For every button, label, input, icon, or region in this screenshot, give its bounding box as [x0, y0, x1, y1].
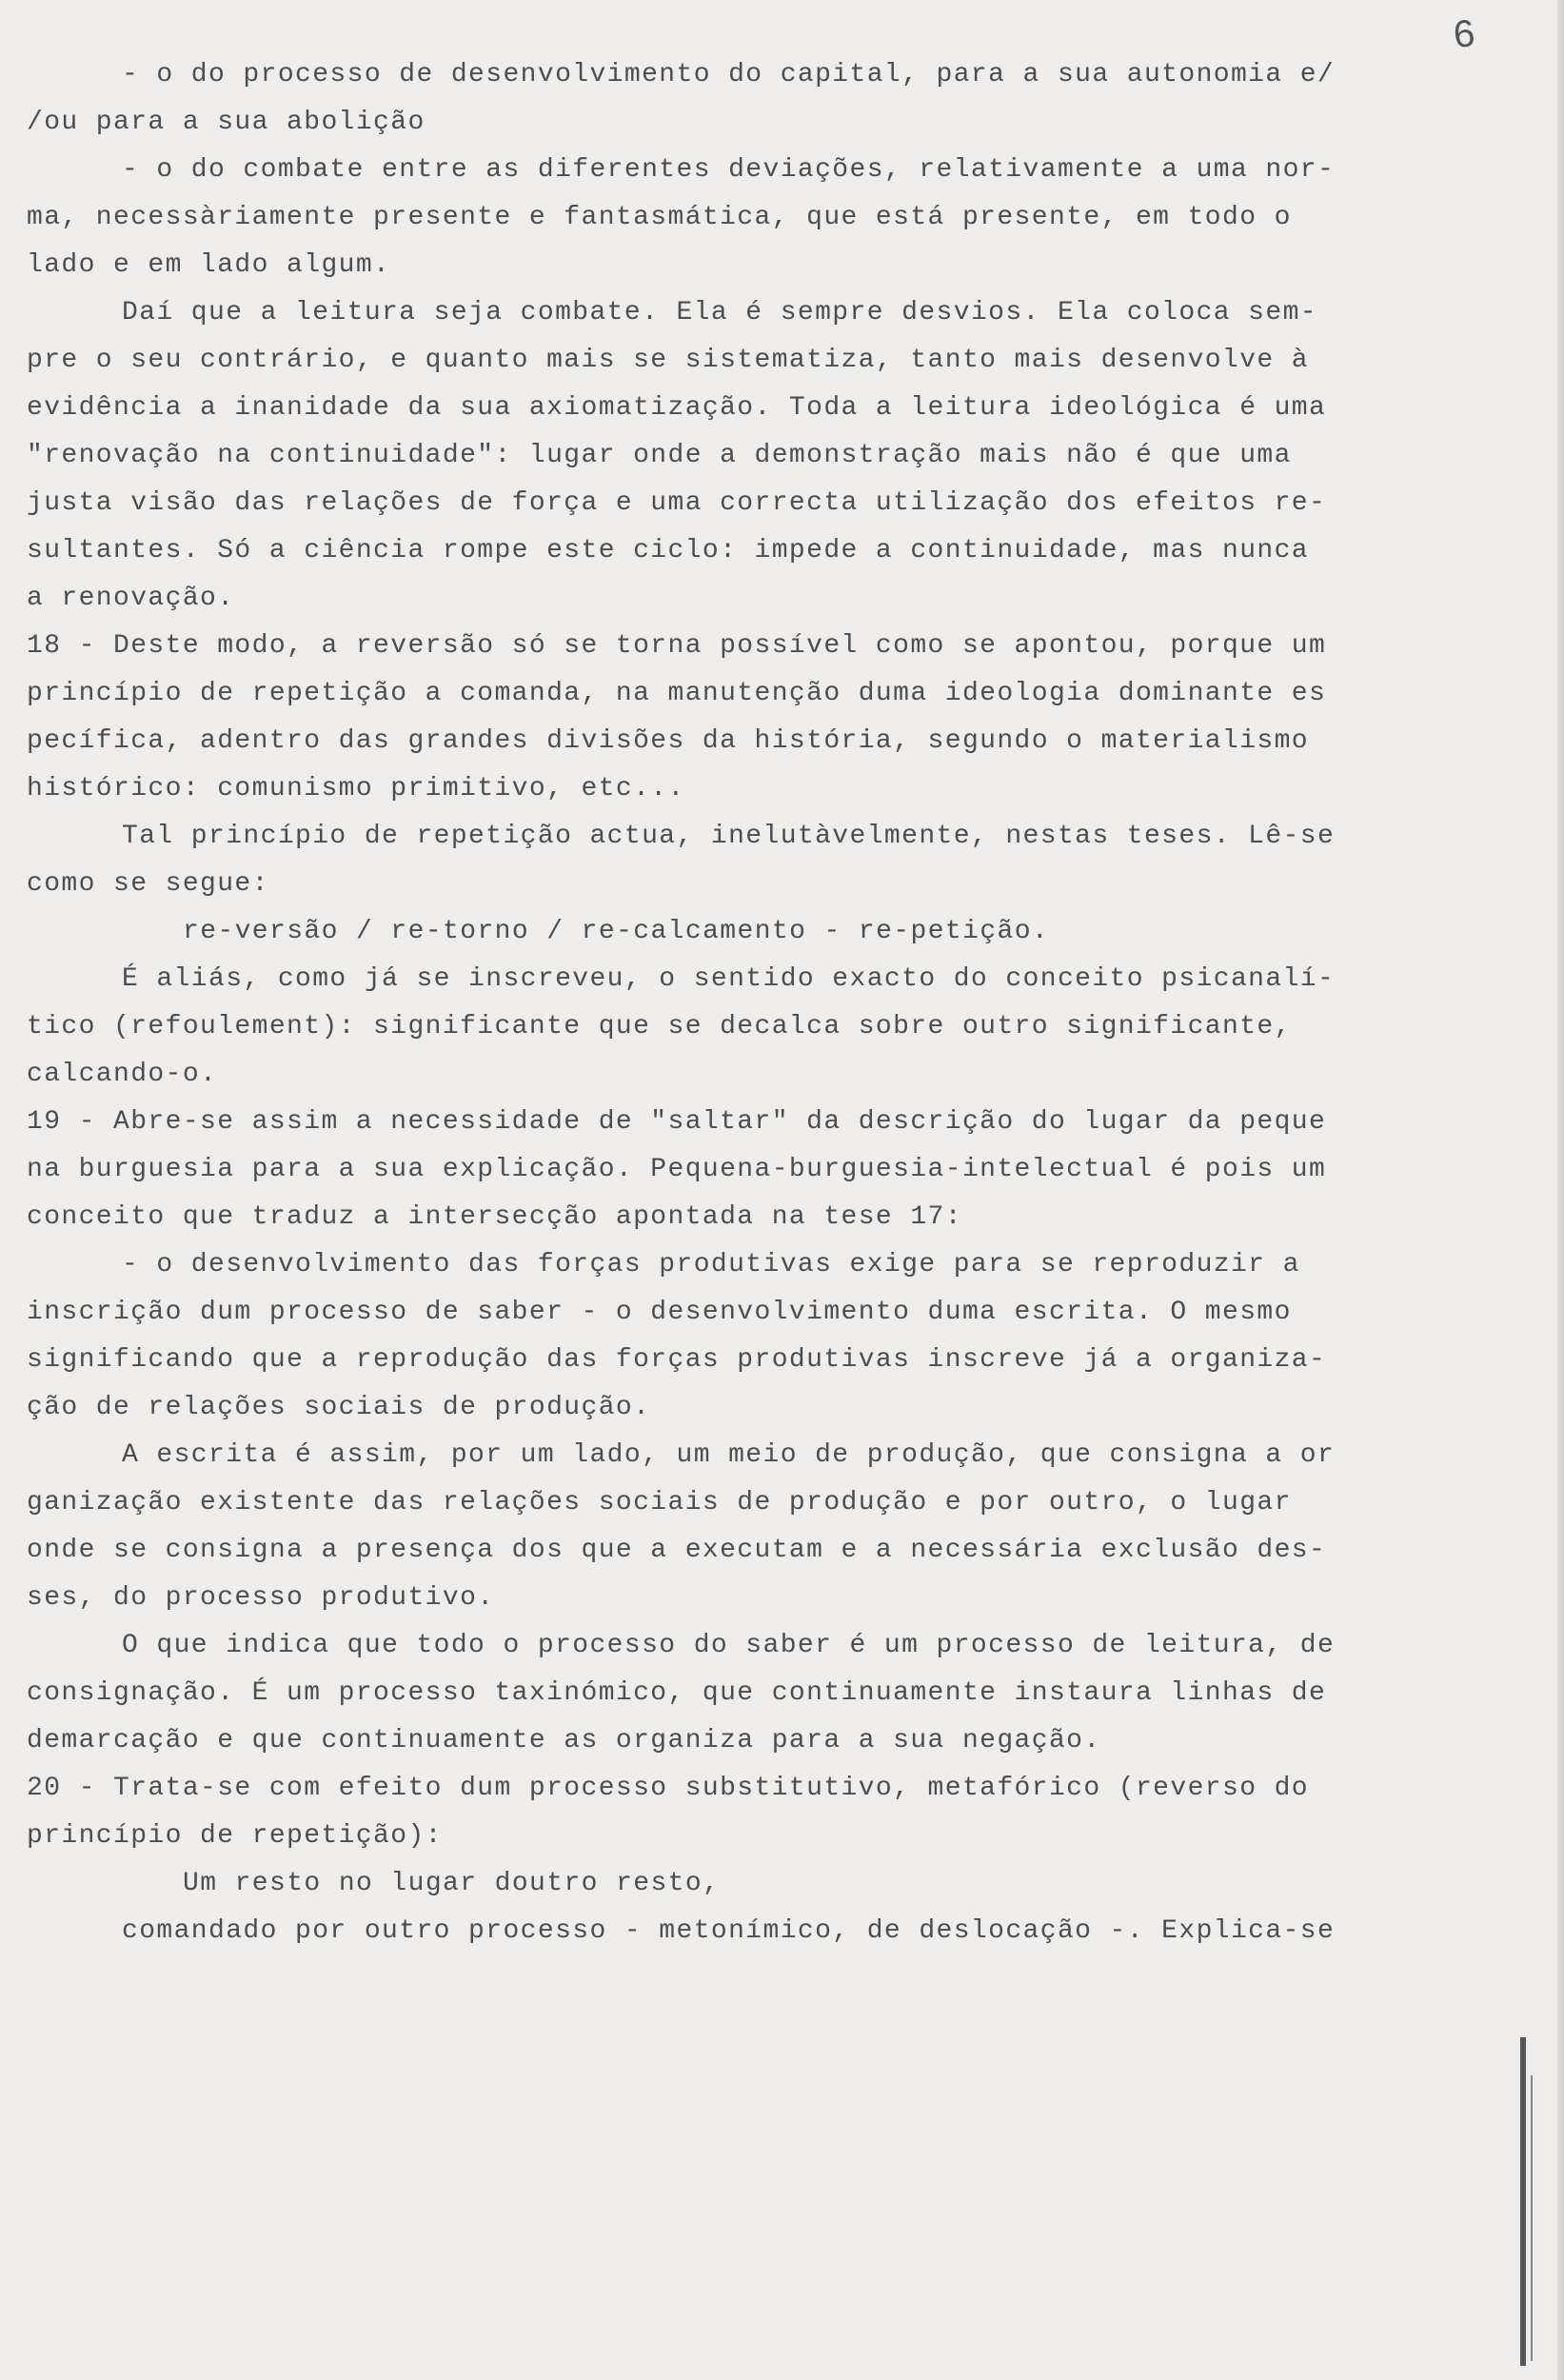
text-line: tico (refoulement): significante que se decalca sobre outro significante,: [27, 1012, 1292, 1041]
text-line: histórico: comunismo primitivo, etc...: [27, 774, 685, 803]
text-line: comandado por outro processo - metonímico, de deslocação -. Explica-se: [122, 1916, 1336, 1946]
text-line: Um resto no lugar doutro resto,: [183, 1869, 721, 1898]
text-line: sultantes. Só a ciência rompe este ciclo: impede a continuidade, mas nunca: [27, 536, 1310, 565]
text-line: Tal princípio de repetição actua, inelutàvelmente, nestas teses. Lê-se: [122, 822, 1336, 851]
text-line: ção de relações sociais de produção.: [27, 1393, 651, 1422]
text-line: 19 - Abre-se assim a necessidade de "saltar" da descrição do lugar da peque: [27, 1107, 1327, 1137]
text-line: inscrição dum processo de saber - o desenvolvimento duma escrita. O mesmo: [27, 1298, 1292, 1327]
text-line: na burguesia para a sua explicação. Pequena-burguesia-intelectual é pois um: [27, 1155, 1327, 1184]
text-line: 20 - Trata-se com efeito dum processo substitutivo, metafórico (reverso do: [27, 1774, 1310, 1803]
text-line: onde se consigna a presença dos que a executam e a necessária exclusão des-: [27, 1536, 1327, 1565]
text-line: A escrita é assim, por um lado, um meio de produção, que consigna a or: [122, 1440, 1336, 1470]
page-number: 6: [1451, 11, 1477, 57]
text-line: justa visão das relações de força e uma correcta utilização dos efeitos re-: [27, 488, 1327, 518]
text-line: É aliás, como já se inscreveu, o sentido exacto do conceito psicanalí-: [122, 964, 1336, 994]
text-line: lado e em lado algum.: [27, 250, 391, 280]
text-line: pre o seu contrário, e quanto mais se sistematiza, tanto mais desenvolve à: [27, 346, 1310, 375]
text-line: conceito que traduz a intersecção apontada na tese 17:: [27, 1202, 962, 1232]
text-line: evidência a inanidade da sua axiomatização. Toda a leitura ideológica é uma: [27, 393, 1327, 423]
text-line: O que indica que todo o processo do saber é um processo de leitura, de: [122, 1631, 1336, 1660]
text-line: ganização existente das relações sociais de produção e por outro, o lugar: [27, 1488, 1292, 1517]
binding-mark-secondary: [1531, 2075, 1533, 2361]
text-line: ma, necessàriamente presente e fantasmática, que está presente, em todo o: [27, 203, 1292, 232]
text-line: /ou para a sua abolição: [27, 108, 426, 137]
text-line: significando que a reprodução das forças produtivas inscreve já a organiza-: [27, 1345, 1327, 1375]
text-line: ses, do processo produtivo.: [27, 1583, 495, 1613]
text-line: 18 - Deste modo, a reversão só se torna possível como se apontou, porque um: [27, 631, 1327, 661]
binding-mark: [1520, 2037, 1526, 2366]
text-line: como se segue:: [27, 869, 269, 899]
text-line: consignação. É um processo taxinómico, que continuamente instaura linhas de: [27, 1678, 1327, 1708]
text-line: pecífica, adentro das grandes divisões da história, segundo o materialismo: [27, 726, 1310, 756]
text-line: demarcação e que continuamente as organiza para a sua negação.: [27, 1726, 1101, 1755]
text-line: a renovação.: [27, 584, 235, 613]
text-line: princípio de repetição a comanda, na manutenção duma ideologia dominante es: [27, 679, 1327, 708]
text-line: princípio de repetição):: [27, 1821, 443, 1851]
text-line: calcando-o.: [27, 1060, 218, 1089]
text-line: Daí que a leitura seja combate. Ela é sempre desvios. Ela coloca sem-: [122, 298, 1317, 327]
text-line: - o do processo de desenvolvimento do capital, para a sua autonomia e/: [122, 60, 1336, 89]
text-line: - o desenvolvimento das forças produtivas exige para se reproduzir a: [122, 1250, 1300, 1279]
text-line: "renovação na continuidade": lugar onde a demonstração mais não é que uma: [27, 441, 1292, 470]
text-line: re-versão / re-torno / re-calcamento - re-petição.: [183, 917, 1050, 946]
page-edge: [1557, 0, 1564, 2380]
text-line: - o do combate entre as diferentes deviações, relativamente a uma nor-: [122, 155, 1336, 185]
